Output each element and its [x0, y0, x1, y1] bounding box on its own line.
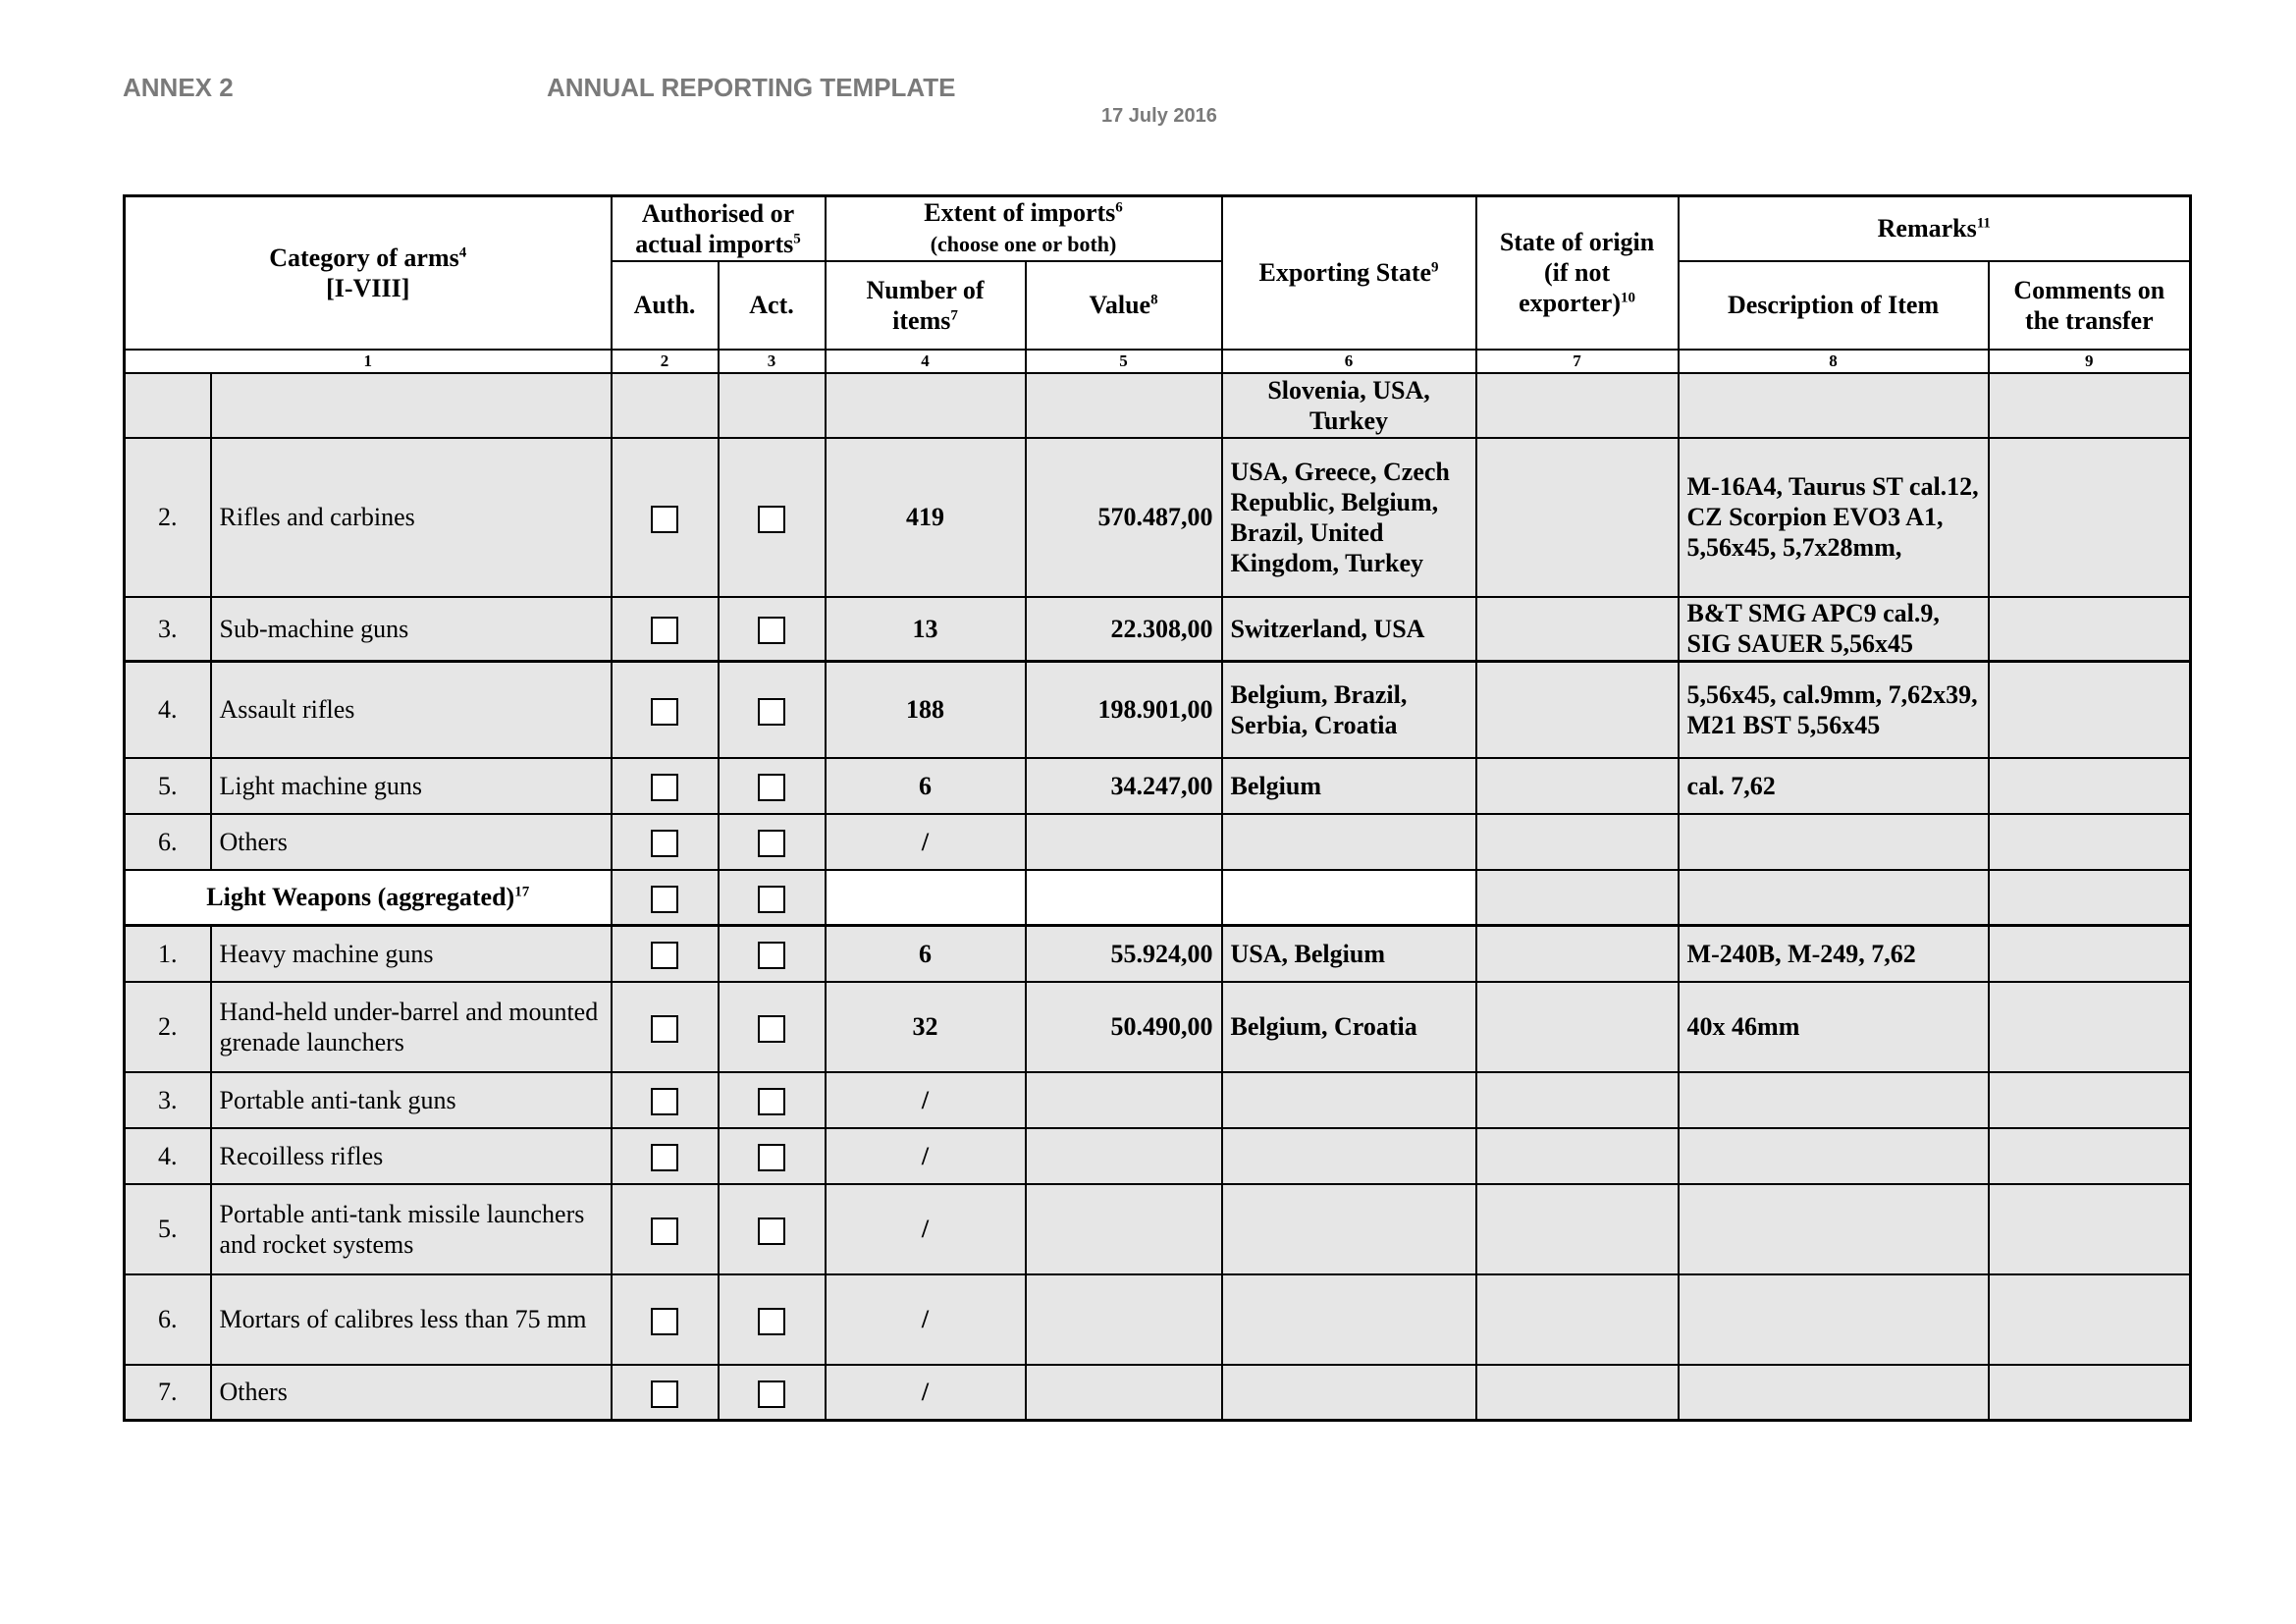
- row-state-of-origin: [1476, 1184, 1679, 1274]
- row-value: [1026, 1184, 1222, 1274]
- auth-checkbox[interactable]: [651, 1088, 678, 1115]
- header-value: Value$^8$: [1026, 261, 1222, 350]
- auth-cell: [612, 926, 719, 982]
- row-category-name: Others: [211, 1365, 612, 1421]
- row-description: M-240B, M-249, 7,62: [1679, 926, 1989, 982]
- lw-exporter-cell: [1222, 870, 1476, 926]
- auth-checkbox[interactable]: [651, 1218, 678, 1245]
- column-number: 9: [1989, 350, 2191, 373]
- act-cell: [719, 1365, 826, 1421]
- act-checkbox[interactable]: [758, 698, 785, 726]
- act-cell: [719, 1072, 826, 1128]
- row-number: [125, 373, 211, 438]
- row-description: M-16A4, Taurus ST cal.12, CZ Scorpion EVO3 A1, 5,56x45, 5,7x28mm,: [1679, 438, 1989, 597]
- auth-cell: [612, 438, 719, 597]
- row-number: 6.: [125, 814, 211, 870]
- row-comments: [1989, 982, 2191, 1072]
- row-comments: [1989, 373, 2191, 438]
- column-number: 1: [125, 350, 612, 373]
- auth-cell: [612, 1128, 719, 1184]
- row-state-of-origin: [1476, 373, 1679, 438]
- row-number-of-items: 188: [826, 662, 1026, 758]
- table-row: [125, 1072, 2191, 1128]
- lw-origin-cell: [1476, 870, 1679, 926]
- row-category-name: Assault rifles: [211, 662, 612, 758]
- row-comments: [1989, 1128, 2191, 1184]
- row-comments: [1989, 662, 2191, 758]
- light-weapons-heading: Light Weapons (aggregated)$^{17}$: [125, 870, 612, 926]
- header-state-of-origin: State of origin (if not exporter)$^{10}$: [1476, 196, 1679, 350]
- row-category-name: Portable anti-tank guns: [211, 1072, 612, 1128]
- row-exporting-state: Belgium, Brazil, Serbia, Croatia: [1222, 662, 1476, 758]
- auth-checkbox[interactable]: [651, 1144, 678, 1171]
- lw-value-cell: [1026, 870, 1222, 926]
- row-value: 22.308,00: [1026, 597, 1222, 662]
- row-category-name: Portable anti-tank missile launchers and rocket systems: [211, 1184, 612, 1274]
- row-number: 4.: [125, 1128, 211, 1184]
- table-row: [125, 926, 2191, 982]
- act-cell: [719, 438, 826, 597]
- act-checkbox[interactable]: [758, 1218, 785, 1245]
- row-number-of-items: /: [826, 1128, 1026, 1184]
- row-description: 40x 46mm: [1679, 982, 1989, 1072]
- table-row: [125, 1365, 2191, 1421]
- act-cell: [719, 1274, 826, 1365]
- auth-cell: [612, 982, 719, 1072]
- column-number: 4: [826, 350, 1026, 373]
- table-row: [125, 1128, 2191, 1184]
- row-number: 6.: [125, 1274, 211, 1365]
- row-state-of-origin: [1476, 982, 1679, 1072]
- row-number-of-items: /: [826, 814, 1026, 870]
- auth-checkbox[interactable]: [651, 1308, 678, 1335]
- row-number-of-items: 32: [826, 982, 1026, 1072]
- row-comments: [1989, 438, 2191, 597]
- row-exporting-state: USA, Greece, Czech Republic, Belgium, Brazil, United Kingdom, Turkey: [1222, 438, 1476, 597]
- row-description: [1679, 1274, 1989, 1365]
- act-checkbox[interactable]: [758, 1144, 785, 1171]
- row-number-of-items: [826, 373, 1026, 438]
- lw-comments-cell: [1989, 870, 2191, 926]
- row-number: 2.: [125, 982, 211, 1072]
- row-exporting-state: Switzerland, USA: [1222, 597, 1476, 662]
- row-category-name: Hand-held under-barrel and mounted grenade launchers: [211, 982, 612, 1072]
- row-state-of-origin: [1476, 1072, 1679, 1128]
- auth-cell: [612, 814, 719, 870]
- row-state-of-origin: [1476, 1128, 1679, 1184]
- row-number-of-items: 419: [826, 438, 1026, 597]
- header-category: Category of arms$^4$ [I-VIII]: [125, 196, 612, 350]
- row-description: [1679, 1365, 1989, 1421]
- row-value: [1026, 1274, 1222, 1365]
- auth-cell: [612, 1274, 719, 1365]
- auth-cell: [612, 1365, 719, 1421]
- row-comments: [1989, 758, 2191, 814]
- row-exporting-state: Belgium: [1222, 758, 1476, 814]
- row-number-of-items: 13: [826, 597, 1026, 662]
- auth-cell: [612, 662, 719, 758]
- row-number: 4.: [125, 662, 211, 758]
- row-description: [1679, 814, 1989, 870]
- auth-checkbox[interactable]: [651, 774, 678, 801]
- auth-checkbox[interactable]: [651, 886, 678, 913]
- header-auth: Auth.: [612, 261, 719, 350]
- row-comments: [1989, 1365, 2191, 1421]
- act-checkbox[interactable]: [758, 617, 785, 644]
- act-cell: [719, 870, 826, 926]
- act-cell: [719, 982, 826, 1072]
- table-row: [125, 373, 2191, 438]
- auth-checkbox[interactable]: [651, 1015, 678, 1043]
- auth-cell: [612, 1072, 719, 1128]
- table-row: [125, 438, 2191, 597]
- row-comments: [1989, 926, 2191, 982]
- light-weapons-row: [125, 870, 2191, 926]
- row-number-of-items: /: [826, 1274, 1026, 1365]
- table-row: [125, 982, 2191, 1072]
- row-state-of-origin: [1476, 597, 1679, 662]
- row-number: 3.: [125, 597, 211, 662]
- auth-checkbox[interactable]: [651, 1380, 678, 1408]
- act-checkbox[interactable]: [758, 1308, 785, 1335]
- row-value: [1026, 814, 1222, 870]
- table-row: [125, 1184, 2191, 1274]
- auth-checkbox[interactable]: [651, 830, 678, 857]
- row-description: [1679, 373, 1989, 438]
- header-extent: Extent of imports$^6$ (choose one or both): [826, 196, 1222, 261]
- column-number: 7: [1476, 350, 1679, 373]
- row-value: [1026, 1128, 1222, 1184]
- row-category-name: Rifles and carbines: [211, 438, 612, 597]
- lw-description-cell: [1679, 870, 1989, 926]
- row-number: 7.: [125, 1365, 211, 1421]
- auth-cell: [612, 373, 719, 438]
- act-checkbox[interactable]: [758, 774, 785, 801]
- row-value: [1026, 1072, 1222, 1128]
- row-category-name: Recoilless rifles: [211, 1128, 612, 1184]
- auth-checkbox[interactable]: [651, 506, 678, 533]
- header-number-of-items: Number of items$^7$: [826, 261, 1026, 350]
- row-exporting-state: [1222, 814, 1476, 870]
- table-row: [125, 1274, 2191, 1365]
- row-state-of-origin: [1476, 926, 1679, 982]
- row-exporting-state: [1222, 1274, 1476, 1365]
- row-state-of-origin: [1476, 662, 1679, 758]
- row-description: [1679, 1128, 1989, 1184]
- row-description: B&T SMG APC9 cal.9, SIG SAUER 5,56x45: [1679, 597, 1989, 662]
- act-cell: [719, 597, 826, 662]
- row-category-name: Light machine guns: [211, 758, 612, 814]
- lw-number-cell: [826, 870, 1026, 926]
- act-checkbox[interactable]: [758, 1380, 785, 1408]
- act-cell: [719, 814, 826, 870]
- row-description: cal. 7,62: [1679, 758, 1989, 814]
- row-state-of-origin: [1476, 758, 1679, 814]
- auth-cell: [612, 1184, 719, 1274]
- row-comments: [1989, 1072, 2191, 1128]
- column-number: 2: [612, 350, 719, 373]
- row-description: 5,56x45, cal.9mm, 7,62x39, M21 BST 5,56x45: [1679, 662, 1989, 758]
- row-number: 5.: [125, 758, 211, 814]
- table-row: [125, 758, 2191, 814]
- document-date: 17 July 2016: [1101, 105, 1217, 127]
- table-row: [125, 662, 2191, 758]
- header-exporting-state: Exporting State$^9$: [1222, 196, 1476, 350]
- row-exporting-state: [1222, 1128, 1476, 1184]
- row-exporting-state: Belgium, Croatia: [1222, 982, 1476, 1072]
- row-value: 55.924,00: [1026, 926, 1222, 982]
- row-category-name: Sub-machine guns: [211, 597, 612, 662]
- column-number: 5: [1026, 350, 1222, 373]
- header-description: Description of Item: [1679, 261, 1989, 350]
- act-cell: [719, 758, 826, 814]
- header-comments: Comments on the transfer: [1989, 261, 2191, 350]
- row-comments: [1989, 597, 2191, 662]
- auth-cell: [612, 870, 719, 926]
- row-exporting-state: [1222, 1184, 1476, 1274]
- table-row: [125, 597, 2191, 662]
- row-value: 198.901,00: [1026, 662, 1222, 758]
- header-remarks: Remarks$^{11}$: [1679, 196, 2191, 261]
- row-number: 5.: [125, 1184, 211, 1274]
- column-number: 6: [1222, 350, 1476, 373]
- column-number-row: [125, 350, 2191, 373]
- header-authorised: Authorised or actual imports$^5$: [612, 196, 826, 261]
- row-number-of-items: /: [826, 1184, 1026, 1274]
- row-value: 570.487,00: [1026, 438, 1222, 597]
- act-checkbox[interactable]: [758, 886, 785, 913]
- act-checkbox[interactable]: [758, 830, 785, 857]
- row-number: 2.: [125, 438, 211, 597]
- row-number-of-items: 6: [826, 926, 1026, 982]
- row-number: 3.: [125, 1072, 211, 1128]
- row-value: [1026, 1365, 1222, 1421]
- act-cell: [719, 926, 826, 982]
- row-exporting-state: Slovenia, USA, Turkey: [1222, 373, 1476, 438]
- row-description: [1679, 1072, 1989, 1128]
- row-state-of-origin: [1476, 814, 1679, 870]
- act-cell: [719, 373, 826, 438]
- act-checkbox[interactable]: [758, 1088, 785, 1115]
- row-comments: [1989, 1274, 2191, 1365]
- row-value: 34.247,00: [1026, 758, 1222, 814]
- column-number: 8: [1679, 350, 1989, 373]
- act-checkbox[interactable]: [758, 942, 785, 969]
- reporting-table: [123, 194, 2192, 1422]
- auth-checkbox[interactable]: [651, 617, 678, 644]
- row-exporting-state: [1222, 1365, 1476, 1421]
- auth-checkbox[interactable]: [651, 698, 678, 726]
- header-act: Act.: [719, 261, 826, 350]
- row-category-name: [211, 373, 612, 438]
- auth-cell: [612, 597, 719, 662]
- row-state-of-origin: [1476, 1274, 1679, 1365]
- row-value: 50.490,00: [1026, 982, 1222, 1072]
- act-checkbox[interactable]: [758, 506, 785, 533]
- row-category-name: Mortars of calibres less than 75 mm: [211, 1274, 612, 1365]
- row-state-of-origin: [1476, 1365, 1679, 1421]
- document-title: ANNUAL REPORTING TEMPLATE: [547, 73, 956, 102]
- row-comments: [1989, 1184, 2191, 1274]
- row-number-of-items: 6: [826, 758, 1026, 814]
- row-category-name: Heavy machine guns: [211, 926, 612, 982]
- row-number-of-items: /: [826, 1365, 1026, 1421]
- row-description: [1679, 1184, 1989, 1274]
- row-state-of-origin: [1476, 438, 1679, 597]
- annex-label: ANNEX 2: [123, 73, 234, 102]
- act-cell: [719, 1128, 826, 1184]
- auth-checkbox[interactable]: [651, 942, 678, 969]
- column-number: 3: [719, 350, 826, 373]
- row-exporting-state: [1222, 1072, 1476, 1128]
- row-comments: [1989, 814, 2191, 870]
- row-category-name: Others: [211, 814, 612, 870]
- act-checkbox[interactable]: [758, 1015, 785, 1043]
- act-cell: [719, 1184, 826, 1274]
- row-value: [1026, 373, 1222, 438]
- row-number: 1.: [125, 926, 211, 982]
- act-cell: [719, 662, 826, 758]
- auth-cell: [612, 758, 719, 814]
- row-exporting-state: USA, Belgium: [1222, 926, 1476, 982]
- row-number-of-items: /: [826, 1072, 1026, 1128]
- table-row: [125, 814, 2191, 870]
